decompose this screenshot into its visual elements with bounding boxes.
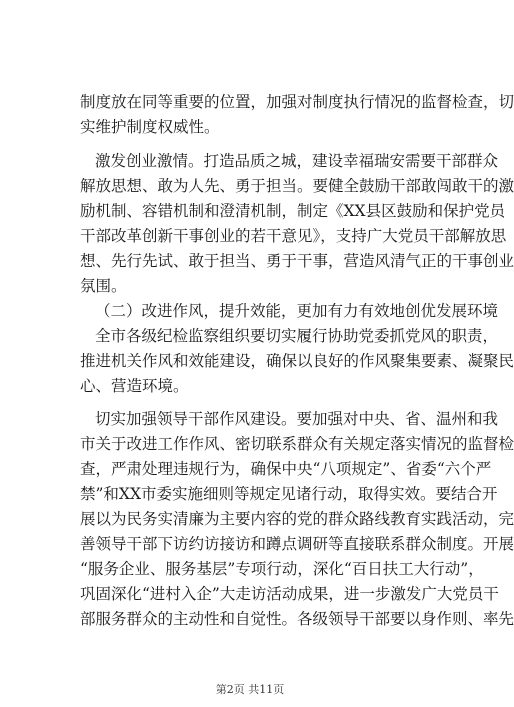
text-line: 市关于改进工作作风、密切联系群众有关规定落实情况的监督检 — [80, 435, 514, 453]
text-line: 部服务群众的主动性和自觉性。各级领导干部要以身作则、率先 — [80, 610, 514, 628]
page-number-footer: 第2页 共11页 — [215, 683, 285, 696]
text-line: “服务企业、服务基层”专项行动，深化“百日扶工大行动”， — [80, 560, 484, 578]
text-line: 干部改革创新干事创业的若干意见》，支持广大党员干部解放思 — [80, 227, 507, 245]
text-line: 查，严肃处理违规行为，确保中央“八项规定”、省委“六个严 — [80, 460, 492, 478]
section-heading: （二）改进作风，提升效能，更加有力有效地创优发展环境 — [95, 302, 499, 320]
text-line: 善领导干部下访约访接访和蹲点调研等直接联系群众制度。开展 — [80, 535, 514, 553]
text-line: 想、先行先试、敢于担当、勇于干事，营造风清气正的干事创业 — [80, 252, 514, 270]
text-line: 激发创业激情。打造品质之城，建设幸福瑞安需要干部群众 — [95, 152, 499, 170]
text-line: 励机制、容错机制和澄清机制，制定《XX县区鼓励和保护党员 — [80, 202, 506, 220]
text-line: 全市各级纪检监察组织要切实履行协助党委抓党风的职责， — [95, 327, 499, 345]
text-line: 氛围。 — [80, 277, 127, 295]
text-line: 解放思想、敢为人先、勇于担当。要健全鼓励干部敢闯敢干的激 — [80, 177, 514, 195]
text-line: 展以为民务实清廉为主要内容的党的群众路线教育实践活动，完 — [80, 510, 514, 528]
text-line: 切实加强领导干部作风建设。要加强对中央、省、温州和我 — [95, 410, 499, 428]
text-line: 制度放在同等重要的位置，加强对制度执行情况的监督检查，切 — [80, 93, 514, 111]
text-line: 禁”和XX市委实施细则等规定见诸行动，取得实效。要结合开 — [80, 485, 498, 503]
text-line: 实维护制度权威性。 — [80, 118, 220, 136]
text-line: 推进机关作风和效能建设，确保以良好的作风聚集要素、凝聚民 — [80, 352, 514, 370]
text-line: 巩固深化“进村入企”大走访活动成果，进一步激发广大党员干 — [80, 585, 499, 603]
text-line: 心、营造环境。 — [80, 377, 189, 395]
